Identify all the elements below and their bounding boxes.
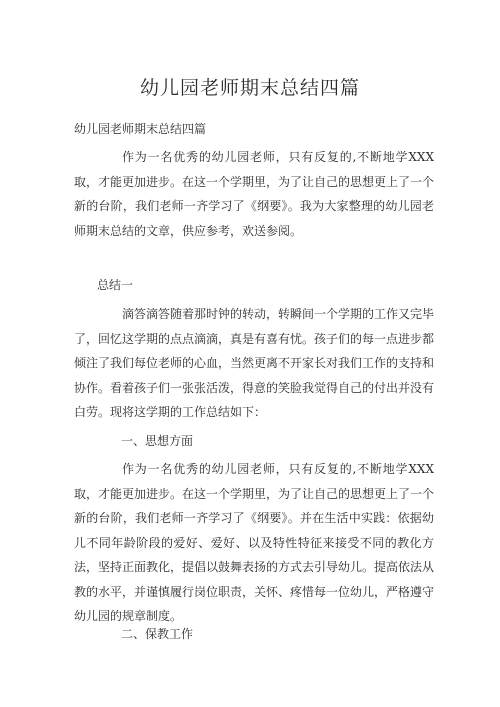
section1-paragraph: 滴答滴答随着那时钟的转动，转瞬间一个学期的工作又完毕了，回忆这学期的点点滴滴，真是有喜有忧。孩子们的每一点进步都倾注了我们每位老师的心血，当然更离不开家长对我们工作的支持和协作。看着孩子们一张张活泼，得意的笑脸我觉得自己的付出并没有白劳。现将这学期的工作总结如下： — [74, 307, 435, 419]
intro-paragraph: 作为一名优秀的幼儿园老师，只有反复的,不断地学XXX取，才能更加进步。在这一个学期里，为了让自己的思想更上了一个新的台阶，我们老师一齐学习了《纲要》。我为大家整理的幼儿园老师期末总结的文章，供应参考，欢送参阅。 — [74, 150, 435, 238]
document-subtitle: 幼儿园老师期末总结四篇 — [74, 122, 207, 136]
document-title: 幼儿园老师期末总结四篇 — [139, 77, 360, 99]
subsection-thought-paragraph: 作为一名优秀的幼儿园老师，只有反复的,不断地学XXX取，才能更加进步。在这一个学期里，为了让自己的思想更上了一个新的台阶，我们老师一齐学习了《纲要》。并在生活中实践：依据幼儿不同年龄阶段的爱好、爱好、以及特性特征来接受不同的教化方法，坚持正面教化，提倡以鼓舞表扬的方式去引导幼儿。提高依法从教的水平，并谨慎履行岗位职责，关怀、疼惜每一位幼儿，严格遵守幼儿园的规章制度。 — [74, 462, 435, 623]
subsection-heading-care: 二、保教工作 — [121, 627, 194, 641]
subsection-heading-thought: 一、思想方面 — [121, 434, 194, 448]
section-heading-1: 总结一 — [97, 278, 134, 292]
